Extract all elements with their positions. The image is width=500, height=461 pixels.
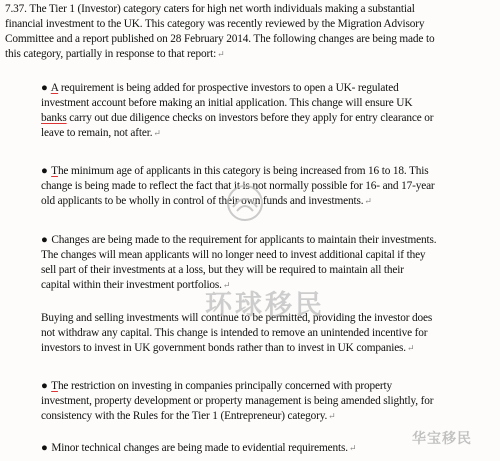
- paragraph-2-line-2: not withdraw any capital. This change is intended to remove an unintended incentive for: [41, 327, 428, 339]
- bullet-icon: ●: [41, 442, 48, 454]
- bullet-2-line-1: ● The minimum age of applicants in this category is being increased from 16 to 18. This: [41, 165, 429, 177]
- bullet-3-line-3: sell part of their investments at a loss, but they will be required to maintain all their: [41, 264, 404, 276]
- bullet-2-line-3: old applicants to be wholly in control of their own funds and investments.↵: [41, 195, 372, 207]
- paragraph-mark-icon: ↵: [153, 128, 161, 138]
- bullet-2-line-2: change is being made to reflect the fact that it is not normally possible for 16- and 17-year: [41, 180, 435, 192]
- bullet-3-line-1: ● Changes are being made to the requirement for applicants to maintain their investments.: [41, 234, 437, 246]
- bullet-3-line-2: The changes will mean applicants will no longer need to invest additional capital if they: [41, 249, 426, 261]
- bullet-1-line-1: ● A requirement is being added for prospective investors to open a UK- regulated: [41, 82, 399, 94]
- bullet-1-line-3: banks carry out due diligence checks on investors before they apply for entry clearance or: [41, 112, 434, 124]
- intro-line-1: 7.37. The Tier 1 (Investor) category caters for high net worth individuals making a substantial: [5, 3, 415, 15]
- bullet-4-line-1: ● The restriction on investing in companies principally concerned with property: [41, 380, 392, 392]
- bullet-icon: ●: [41, 234, 48, 246]
- paragraph-mark-icon: ↵: [348, 443, 357, 453]
- paragraph-mark-icon: ↵: [222, 280, 231, 290]
- bullet-4-line-3: consistency with the Rules for the Tier 1 (Entrepreneur) category.↵: [41, 410, 336, 422]
- bullet-icon: ●: [41, 165, 48, 177]
- paragraph-mark-icon: ↵: [328, 411, 336, 421]
- intro-line-3: Committee and a report published on 28 February 2014. The following changes are being made to: [5, 33, 435, 45]
- intro-line-4: this category, partially in response to that report:↵: [5, 48, 225, 60]
- intro-line-2: financial investment to the UK. This category was recently reviewed by the Migration Advisory: [5, 18, 425, 30]
- bullet-1-line-4: leave to remain, not after.↵: [41, 127, 161, 139]
- bullet-4-line-2: investment, property development or property management is being amended slightly, for: [41, 395, 434, 407]
- paragraph-2-line-3: investors to invest in UK government bonds rather than to invest in UK companies.↵: [41, 342, 415, 354]
- bullet-icon: ●: [41, 380, 48, 392]
- paragraph-mark-icon: ↵: [406, 343, 415, 353]
- paragraph-2-line-1: Buying and selling investments will continue to be permitted, providing the investor does: [41, 312, 433, 324]
- watermark-center: 环球移民: [205, 290, 325, 321]
- bullet-5-line-1: ● Minor technical changes are being made to evidential requirements.↵: [41, 442, 357, 454]
- paragraph-mark-icon: ↵: [364, 196, 372, 206]
- bullet-icon: ●: [41, 82, 48, 94]
- bullet-1-line-2: investment account before making an initial application. This change will ensure UK: [41, 97, 413, 109]
- bullet-3-line-4: capital within their investment portfolios.↵: [41, 279, 231, 291]
- watermark-corner: 华宝移民: [412, 431, 472, 447]
- paragraph-mark-icon: ↵: [217, 49, 225, 59]
